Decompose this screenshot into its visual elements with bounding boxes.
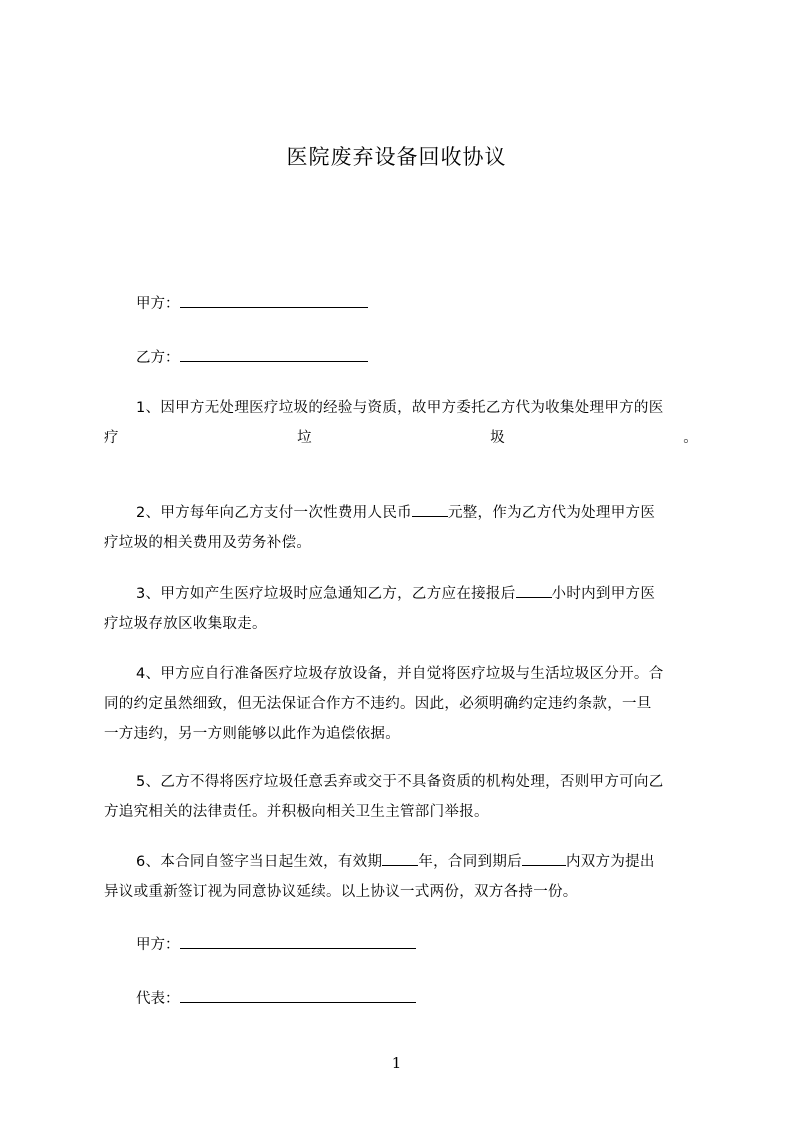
hours-blank [516, 583, 552, 598]
clause-3 [104, 579, 698, 639]
clause-1-line-1: 1、因甲方无处理医疗垃圾的经验与资质，故甲方委托乙方代为收集处理甲方的医 [136, 400, 664, 416]
clause-6-line-2: 异议或重新签订视为同意协议延续。以上协议一式两份，双方各持一份。 [104, 884, 578, 900]
renewal-period-blank [522, 851, 566, 866]
clause-4-line-2: 同的约定虽然细致，但无法保证合作方不违约。因此，必须明确约定违约条款，一旦 [104, 696, 652, 712]
clause-2 [104, 498, 698, 558]
clause-6 [104, 847, 698, 907]
clause-5-line-1: 5、乙方不得将医疗垃圾任意丢弃或交于不具备资质的机构处理，否则甲方可向乙 [136, 774, 664, 790]
party-a-blank [180, 291, 368, 308]
clause-2-line-2: 疗垃圾的相关费用及劳务补偿。 [104, 535, 312, 551]
clause-1-line-2 [104, 423, 698, 453]
clause-1 [104, 393, 698, 453]
party-b-label: 乙方： [136, 350, 180, 366]
sign-rep-line [136, 986, 416, 1009]
clause-1-word-1: 疗 [104, 430, 119, 446]
sign-party-a-line [136, 932, 416, 955]
clause-2-text-b: 元整，作为乙方代为处理甲方医 [447, 505, 656, 521]
clause-4-line-3: 一方违约，另一方则能够以此作为追偿依据。 [104, 726, 400, 742]
sign-party-a-blank [180, 932, 416, 949]
clause-2-line-1 [104, 498, 698, 528]
clause-3-line-2: 疗垃圾存放区收集取走。 [104, 616, 267, 632]
clause-2-text-a: 2、甲方每年向乙方支付一次性费用人民币 [136, 505, 412, 521]
clause-6-line-1 [104, 847, 698, 877]
clause-6-text-b: 年，合同到期后 [418, 854, 522, 870]
clause-5 [104, 767, 698, 827]
clause-3-text-a: 3、甲方如产生医疗垃圾时应急通知乙方，乙方应在接报后 [136, 586, 516, 602]
party-a-line [136, 291, 368, 314]
clause-4-line-1: 4、甲方应自行准备医疗垃圾存放设备，并自觉将医疗垃圾与生活垃圾区分开。合 [136, 666, 664, 682]
clause-3-line-1 [104, 579, 698, 609]
document-title: 医院废弃设备回收协议 [286, 145, 507, 169]
sign-rep-blank [180, 986, 416, 1003]
party-b-blank [180, 345, 368, 362]
clause-4 [104, 659, 698, 749]
sign-rep-label: 代表： [136, 991, 180, 1007]
clause-6-text-c: 内双方为提出 [565, 854, 655, 870]
clause-6-text-a: 6、本合同自签字当日起生效，有效期 [136, 854, 383, 870]
term-years-blank [382, 851, 418, 866]
sign-party-a-label: 甲方： [136, 937, 180, 953]
clause-3-text-b: 小时内到甲方医 [551, 586, 656, 602]
clause-1-word-2: 垃 [297, 430, 312, 446]
page-number: 1 [391, 1054, 402, 1072]
party-b-line [136, 345, 368, 368]
clause-1-word-3: 圾 [490, 430, 505, 446]
clause-1-word-4: 。 [683, 430, 698, 446]
party-a-label: 甲方： [136, 296, 180, 312]
amount-blank [412, 502, 448, 517]
clause-5-line-2: 方追究相关的法律责任。并积极向相关卫生主管部门举报。 [104, 804, 489, 820]
